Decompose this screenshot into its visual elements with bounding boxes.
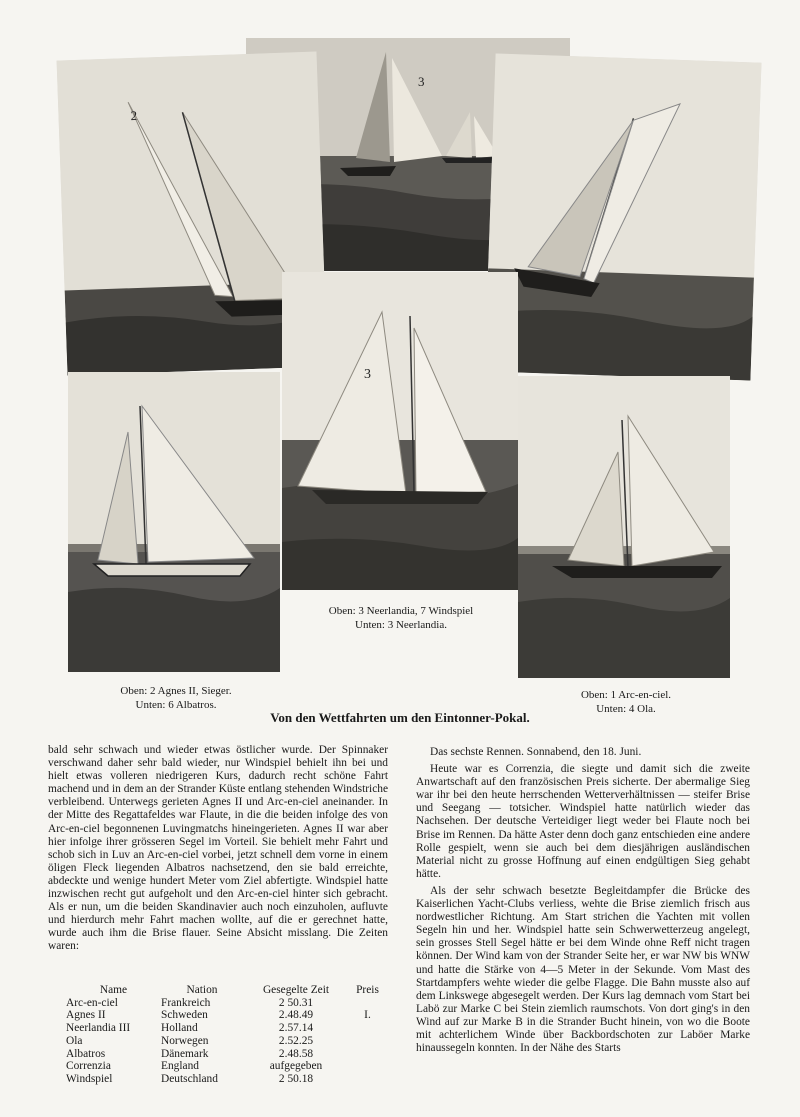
right-column <box>416 746 750 1055</box>
results-header-time: Gesegelte Zeit <box>262 984 330 996</box>
caption-center-line2: Unten: 3 Neerlandia. <box>355 619 447 631</box>
row-time: aufgegeben <box>269 1060 323 1073</box>
results-header-prize: Preis <box>356 984 379 996</box>
results-header-row <box>66 984 386 997</box>
section-heading: Das sechste Rennen. Sonnabend, den 18. Juni. <box>430 746 642 758</box>
photo-sail-number: 2 <box>130 107 138 124</box>
row-name: Albatros <box>66 1047 106 1060</box>
caption-center <box>306 604 496 632</box>
row-nation: Deutschland <box>161 1072 218 1085</box>
caption-center-line1: Oben: 3 Neerlandia, 7 Windspiel <box>328 605 474 617</box>
row-name: Neerlandia III <box>66 1022 131 1035</box>
caption-right-line2: Unten: 4 Ola. <box>596 703 656 715</box>
photo-sail-number: 3 <box>418 74 425 89</box>
row-nation: Dänemark <box>161 1047 209 1060</box>
table-row <box>66 1035 386 1048</box>
row-prize <box>349 997 386 1010</box>
row-nation: Holland <box>161 1022 198 1035</box>
table-row <box>66 1048 386 1061</box>
page-title: Von den Wettfahrten um den Eintonner-Pokal. <box>270 710 530 725</box>
left-column-paragraph: bald sehr schwach und wieder etwas östlicher wurde. Der Spinnaker verschwand daher sehr bald wieder, nur Windspiel behielt ihn bei und hielt etwas volleren niedrigeren Kurs, dadurch recht schöne Fahrt machend und in dem an der Strander Küste entlang stehenden Windstriche verbleibend. Unterwegs gerieten Agnes II und Arc-en-ciel aneinander. In der Mitte des Regattafeldes war Flaute, in die die beiden infolge des von Arc-en-ciel begonnenen Luvingmatchs hineingerieten. Agnes II war aber hier infolge ihrer grösseren Segel im Vorteil. Sie behielt mehr Fahrt und schob sich in Luv an Arc-en-ciel vorbei, jetzt schnell dem vorne in einem öligen Fleck liegenden Albatros nachsetzend, den sie bald erreichte, abdeckte und wenige hundert Meter vom Ziel abfertigte. Windspiel hatte inzwischen recht gut aufgeholt und den Arc-en-ciel hinter sich gebracht. Als er nun, um die beiden Skandinavier auch noch einzuholen, aufluvte und hierdurch mehr Fahrt machen wollte, auf die er gerechnet hatte, wurde auch ihm die Brise flauer. Seine Absicht misslang. Die Zeiten waren: <box>48 744 388 953</box>
row-time: 2 50.31 <box>278 996 314 1009</box>
row-time: 2.48.49 <box>278 1009 314 1022</box>
caption-left-line2: Unten: 6 Albatros. <box>135 699 217 711</box>
row-prize <box>349 1048 386 1061</box>
row-nation: Norwegen <box>161 1034 209 1047</box>
results-table <box>66 984 386 1086</box>
row-prize <box>349 1073 386 1086</box>
right-column-paragraph-2: Als der sehr schwach besetzte Begleitdampfer die Brücke des Kaiserlichen Yacht-Clubs verliess, wehte die Brise ziemlich frisch aus nordwestlicher Richtung. Am Start strichen die Yachten mit vollen Segeln hin und her. Windspiel hatte sein Schwerwetterzeug angelegt, sein grosses Stell Segel hätte er bei dem Winde ohne Reff nicht tragen können. Der Wind kam von der Strander Seite her, er war NW bis WNW und hatte die Stärke von 4—5 Meter in der Sekunde. Vom Mast des Startdampfers wehte wieder die gelbe Flagge. Die Bahn musste also auf dem Linkswege abgesegelt werden. Der Kurs lag demnach vom Start bei Labö zur Marke C bei Stein ziemlich raumschots. Von dort ging's in den Wind auf zur Marke B in die Strander Bucht hinein, von wo die Boote mit achterlichem Winde über Backbordschoten zur Laböer Marke hinaussegeln konnten. In der Nähe des Starts <box>416 884 750 1055</box>
row-prize <box>349 1060 386 1073</box>
row-name: Arc-en-ciel <box>66 996 118 1009</box>
right-column-paragraph-1: Heute war es Correnzia, die siegte und damit sich die zweite Anwartschaft auf den französischen Preis sicherte. Der abermalige Sieg war ihr bei den heute herrschenden Wetterverhältnissen — steifer Brise und Seegang — totsicher. Windspiel hatte natürlich wieder das Nachsehen. Der deutsche Verteidiger liegt weder bei Flaute noch bei Brise im Rennen. Da hätte Aster denn doch ganz entschieden eine andere Rolle gespielt, wenn sie auch bei dem diesjährigen ausländischen Material nicht zu grosse Hoffnung auf einen endgültigen Sieg gehabt hätte. <box>416 763 750 880</box>
row-name: Windspiel <box>66 1072 113 1085</box>
table-row <box>66 1022 386 1035</box>
row-name: Ola <box>66 1034 83 1047</box>
row-nation: England <box>161 1060 199 1073</box>
row-time: 2.48.58 <box>278 1047 314 1060</box>
caption-right-line1: Oben: 1 Arc-en-ciel. <box>580 689 672 701</box>
row-nation: Frankreich <box>161 996 211 1009</box>
row-prize <box>349 1035 386 1048</box>
photo-bottom-right <box>518 376 730 678</box>
table-row <box>66 1073 386 1086</box>
row-time: 2.52.25 <box>278 1034 314 1047</box>
row-prize <box>349 1022 386 1035</box>
row-name: Agnes II <box>66 1009 106 1022</box>
row-prize: I. <box>364 1009 371 1022</box>
photo-center <box>282 272 518 590</box>
caption-left-line1: Oben: 2 Agnes II, Sieger. <box>120 685 232 697</box>
row-nation: Schweden <box>161 1009 208 1022</box>
results-header-nation: Nation <box>186 984 218 996</box>
row-time: 2 50.18 <box>278 1072 314 1085</box>
photo-top-right <box>485 53 762 380</box>
left-column <box>48 744 388 954</box>
results-header-name: Name <box>99 984 128 996</box>
row-name: Correnzia <box>66 1060 111 1073</box>
photo-bottom-left <box>68 372 280 672</box>
table-row <box>66 1009 386 1022</box>
row-time: 2.57.14 <box>278 1022 314 1035</box>
table-row <box>66 1060 386 1073</box>
table-row <box>66 997 386 1010</box>
photo-sail-number: 3 <box>364 367 371 382</box>
caption-left <box>96 684 256 712</box>
